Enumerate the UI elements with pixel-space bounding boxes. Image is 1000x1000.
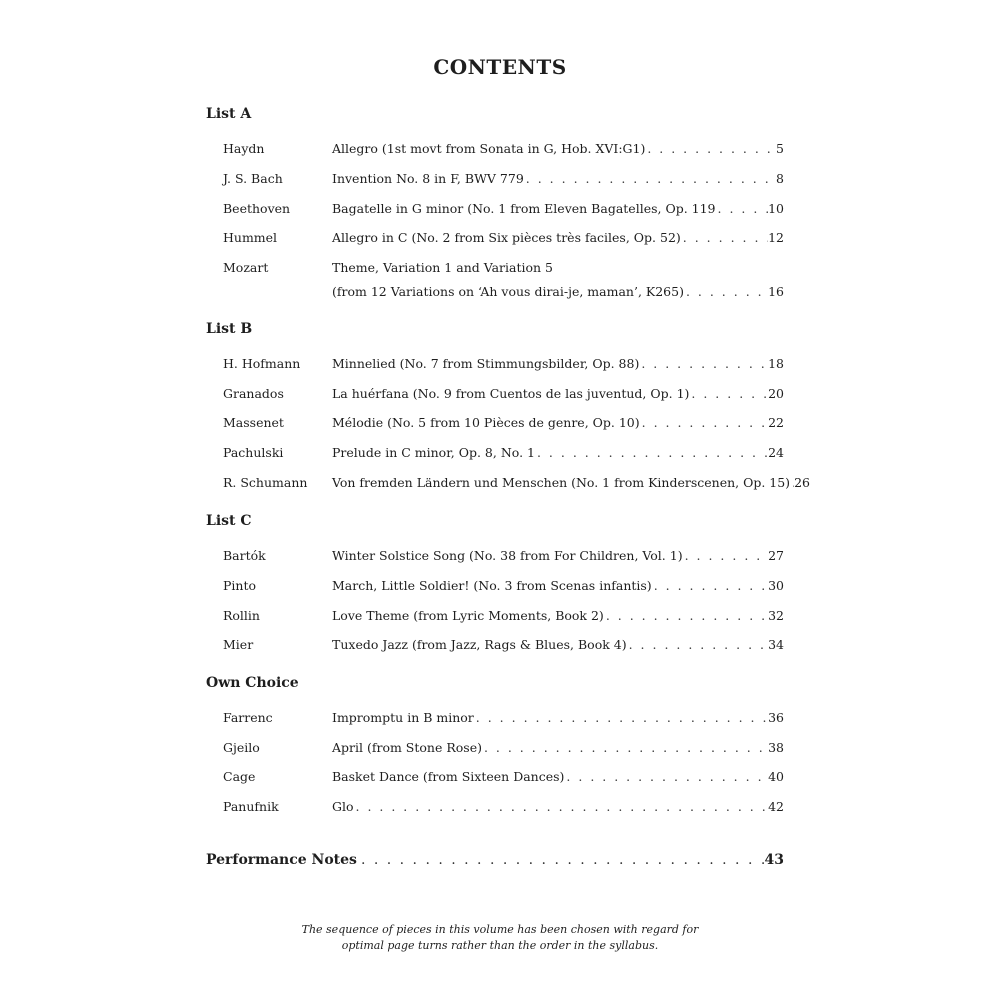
entry-composer: Mier bbox=[223, 637, 254, 652]
entry-page: 24 bbox=[768, 445, 784, 460]
entry-composer: Rollin bbox=[223, 608, 260, 623]
dot-leader bbox=[357, 852, 765, 868]
entry-title: Allegro in C (No. 2 from Six pièces très faciles, Op. 52) bbox=[332, 230, 681, 245]
entry-composer: Granados bbox=[223, 386, 284, 401]
entry-page: 5 bbox=[776, 141, 784, 156]
entry-composer: J. S. Bach bbox=[223, 171, 283, 186]
entry-page: 26 bbox=[794, 475, 810, 490]
dot-leader bbox=[689, 386, 768, 401]
section-heading-list-a: List A bbox=[206, 106, 252, 122]
entry-title: Love Theme (from Lyric Moments, Book 2) bbox=[332, 608, 604, 623]
dot-leader bbox=[474, 710, 768, 725]
dot-leader bbox=[604, 608, 768, 623]
entry-title: (from 12 Variations on ‘Ah vous dirai-je, maman’, K265) bbox=[332, 284, 684, 299]
entry-title: Bagatelle in G minor (No. 1 from Eleven Bagatelles, Op. 119 bbox=[332, 201, 716, 216]
entry-composer: H. Hofmann bbox=[223, 356, 301, 371]
entry-page: 38 bbox=[768, 740, 784, 755]
toc-entry[interactable] bbox=[0, 171, 1000, 193]
footnote bbox=[0, 922, 1000, 954]
performance-notes-page: 43 bbox=[764, 852, 784, 868]
entry-title: La huérfana (No. 9 from Cuentos de las juventud, Op. 1) bbox=[332, 386, 690, 401]
entry-composer: Beethoven bbox=[223, 201, 291, 216]
entry-page: 12 bbox=[768, 230, 784, 245]
dot-leader bbox=[652, 578, 768, 593]
entry-title: Allegro (1st movt from Sonata in G, Hob. XVI:G1) bbox=[332, 141, 646, 156]
entry-composer: Farrenc bbox=[223, 710, 273, 725]
section-heading-list-b: List B bbox=[206, 321, 253, 337]
entry-page: 40 bbox=[768, 769, 784, 784]
entry-page: 36 bbox=[768, 710, 784, 725]
entry-composer: Cage bbox=[223, 769, 256, 784]
entry-title: Winter Solstice Song (No. 38 from For Children, Vol. 1) bbox=[332, 548, 683, 563]
dot-leader bbox=[482, 740, 768, 755]
entry-composer: R. Schumann bbox=[223, 475, 308, 490]
toc-entry-continued[interactable] bbox=[0, 284, 1000, 306]
toc-entry[interactable] bbox=[0, 415, 1000, 437]
footnote-line-1: The sequence of pieces in this volume has been chosen with regard for bbox=[301, 923, 699, 936]
dot-leader bbox=[354, 799, 769, 814]
entry-page: 42 bbox=[768, 799, 784, 814]
entry-page: 30 bbox=[768, 578, 784, 593]
toc-entry[interactable] bbox=[0, 141, 1000, 163]
toc-entry[interactable] bbox=[0, 445, 1000, 467]
dot-leader bbox=[564, 769, 768, 784]
entry-title: Prelude in C minor, Op. 8, No. 1 bbox=[332, 445, 535, 460]
entry-title: March, Little Soldier! (No. 3 from Scenas infantis) bbox=[332, 578, 652, 593]
dot-leader bbox=[535, 445, 768, 460]
entry-composer: Mozart bbox=[223, 260, 269, 275]
toc-entry[interactable] bbox=[0, 230, 1000, 252]
entry-page: 20 bbox=[768, 386, 784, 401]
dot-leader bbox=[681, 230, 768, 245]
entry-composer: Massenet bbox=[223, 415, 284, 430]
toc-entry[interactable] bbox=[0, 608, 1000, 630]
entry-page: 32 bbox=[768, 608, 784, 623]
entry-composer: Hummel bbox=[223, 230, 278, 245]
entry-composer: Gjeilo bbox=[223, 740, 260, 755]
entry-page: 34 bbox=[768, 637, 784, 652]
entry-page: 22 bbox=[768, 415, 784, 430]
entry-composer: Bartók bbox=[223, 548, 266, 563]
entry-page: 16 bbox=[768, 284, 784, 299]
dot-leader bbox=[640, 415, 768, 430]
dot-leader bbox=[716, 201, 769, 216]
entry-page: 8 bbox=[776, 171, 784, 186]
toc-entry[interactable] bbox=[0, 201, 1000, 223]
dot-leader bbox=[684, 284, 768, 299]
toc-entry-performance-notes[interactable] bbox=[206, 852, 784, 868]
entry-page: 18 bbox=[768, 356, 784, 371]
footnote-line-2: optimal page turns rather than the order in the syllabus. bbox=[341, 939, 659, 952]
toc-entry[interactable] bbox=[0, 637, 1000, 659]
toc-entry[interactable] bbox=[0, 799, 1000, 821]
toc-entry[interactable] bbox=[0, 548, 1000, 570]
entry-title: Glo bbox=[332, 799, 354, 814]
entry-title: Tuxedo Jazz (from Jazz, Rags & Blues, Book 4) bbox=[332, 637, 627, 652]
entry-title: Minnelied (No. 7 from Stimmungsbilder, Op. 88) bbox=[332, 356, 640, 371]
performance-notes-label: Performance Notes bbox=[206, 852, 357, 868]
entry-composer: Pachulski bbox=[223, 445, 284, 460]
toc-entry[interactable] bbox=[0, 260, 1000, 282]
entry-title: Von fremden Ländern und Menschen (No. 1 from Kinderscenen, Op. 15) bbox=[332, 475, 791, 490]
toc-entry[interactable] bbox=[0, 740, 1000, 762]
entry-title: Mélodie (No. 5 from 10 Pièces de genre, Op. 10) bbox=[332, 415, 640, 430]
dot-leader bbox=[524, 171, 776, 186]
entry-title: Impromptu in B minor bbox=[332, 710, 474, 725]
entry-composer: Haydn bbox=[223, 141, 265, 156]
entry-composer: Pinto bbox=[223, 578, 257, 593]
toc-entry[interactable] bbox=[0, 769, 1000, 791]
toc-entry[interactable] bbox=[0, 578, 1000, 600]
toc-entry[interactable] bbox=[0, 386, 1000, 408]
entry-title-line1: Theme, Variation 1 and Variation 5 bbox=[332, 260, 553, 275]
toc-entry[interactable] bbox=[0, 475, 1000, 497]
toc-entry[interactable] bbox=[0, 710, 1000, 732]
dot-leader bbox=[683, 548, 769, 563]
entry-composer: Panufnik bbox=[223, 799, 279, 814]
entry-page: 27 bbox=[768, 548, 784, 563]
dot-leader bbox=[627, 637, 768, 652]
entry-title: Basket Dance (from Sixteen Dances) bbox=[332, 769, 565, 784]
dot-leader bbox=[645, 141, 776, 156]
entry-title: April (from Stone Rose) bbox=[332, 740, 482, 755]
dot-leader bbox=[639, 356, 768, 371]
entry-title: Invention No. 8 in F, BWV 779 bbox=[332, 171, 524, 186]
toc-entry[interactable] bbox=[0, 356, 1000, 378]
entry-page: 10 bbox=[768, 201, 784, 216]
section-heading-own-choice: Own Choice bbox=[206, 675, 299, 691]
page-title: CONTENTS bbox=[433, 55, 567, 79]
section-heading-list-c: List C bbox=[206, 513, 252, 529]
